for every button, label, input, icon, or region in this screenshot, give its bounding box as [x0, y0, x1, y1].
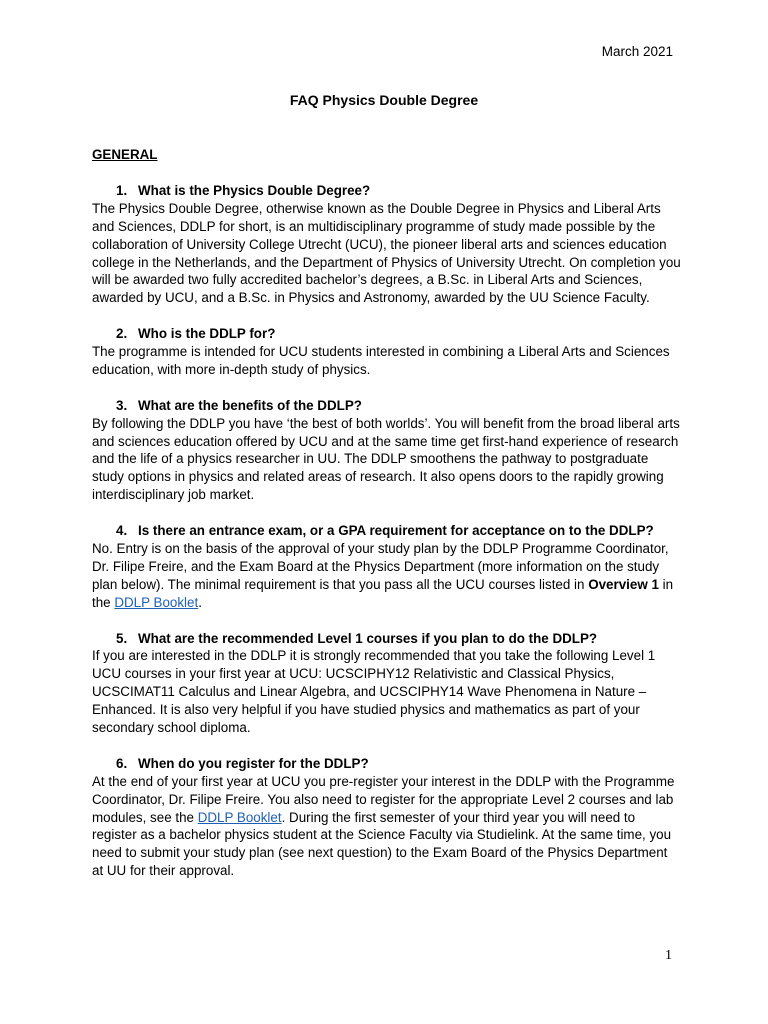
faq-answer-5: If you are interested in the DDLP it is strongly recommended that you take the following Level 1 UCU courses in your first year at UCU: UCSCIPHY12 Relativistic and Classical Physics, UCSCIMAT11 Calculus and Linear Algebra, and UCSCIPHY14 Wave Phenomena in Nature – Enhanced. It is also very helpful if you have studied physics and mathematics as part of your secondary school diploma.	[92, 648, 656, 736]
faq-question-1	[92, 182, 682, 200]
answer-text: .	[198, 594, 202, 610]
faq-answer-1: The Physics Double Degree, otherwise known as the Double Degree in Physics and Liberal Arts and Sciences, DDLP for short, is an multidisciplinary programme of study made possible by the collaboration of University College Utrecht (UCU), the pioneer liberal arts and sciences education college in the Netherlands, and the Department of Physics of University Utrecht. On completion you will be awarded two fully accredited bachelor’s degrees, a B.Sc. in Liberal Arts and Sciences, awarded by UCU, and a B.Sc. in Physics and Astronomy, awarded by the UU Science Faculty.	[92, 200, 681, 306]
faq-answer-3: By following the DDLP you have ‘the best of both worlds’. You will benefit from the broad liberal arts and sciences education offered by UCU and at the same time get first-hand experience of research and the life of a physics researcher in UU. The DDLP smoothens the pathway to postgraduate study options in physics and related areas of research. It also opens doors to the rapidly growing interdisciplinary job market.	[92, 415, 680, 503]
question-text: What is the Physics Double Degree?	[138, 182, 371, 198]
faq-answer-6	[92, 773, 682, 880]
question-number: 4.	[116, 523, 128, 539]
question-number: 6.	[116, 755, 128, 771]
faq-question-5	[92, 630, 682, 648]
answer-text: in the	[92, 576, 674, 610]
question-text: When do you register for the DDLP?	[138, 755, 369, 771]
answer-text: At the end of your first year at UCU you pre-register your interest in the DDLP with the Programme Coordinator, Dr. Filipe Freire. You also need to register for the appropriate Level 2 courses and lab modules, see the	[92, 773, 675, 825]
answer-bold-text: Overview 1	[588, 576, 659, 592]
document-body	[92, 146, 682, 898]
ddlp-booklet-link[interactable]: DDLP Booklet	[114, 594, 199, 610]
question-text: Who is the DDLP for?	[138, 326, 276, 342]
answer-text: No. Entry is on the basis of the approval of your study plan by the DDLP Programme Coordinator, Dr. Filipe Freire, and the Exam Board at the Physics Department (more information on the study plan below). The minimal requirement is that you pass all the UCU courses listed in	[92, 540, 669, 592]
question-number: 5.	[116, 630, 128, 646]
question-number: 2.	[116, 326, 128, 342]
faq-question-3	[92, 397, 682, 415]
faq-question-4	[92, 522, 682, 540]
answer-text: . During the first semester of your third year you will need to register as a bachelor physics student at the Science Faculty via Studielink. At the same time, you need to submit your study plan (see next question) to the Exam Board of the Physics Department at UU for their approval.	[92, 809, 672, 879]
faq-question-6	[92, 755, 682, 773]
question-text: What are the benefits of the DDLP?	[138, 397, 362, 413]
section-heading: GENERAL	[92, 147, 158, 162]
question-number: 1.	[116, 182, 128, 198]
faq-question-2	[92, 325, 682, 343]
faq-answer-2: The programme is intended for UCU students interested in combining a Liberal Arts and Sciences education, with more in-depth study of physics.	[92, 344, 670, 377]
faq-answer-4	[92, 540, 682, 612]
page-number: 1	[665, 948, 672, 963]
page-title: FAQ Physics Double Degree	[289, 92, 479, 108]
question-text: What are the recommended Level 1 courses if you plan to do the DDLP?	[138, 630, 598, 646]
question-number: 3.	[116, 397, 128, 413]
question-text: Is there an entrance exam, or a GPA requirement for acceptance on to the DDLP?	[138, 523, 654, 539]
ddlp-booklet-link[interactable]: DDLP Booklet	[197, 809, 282, 825]
document-date: March 2021	[601, 44, 673, 59]
